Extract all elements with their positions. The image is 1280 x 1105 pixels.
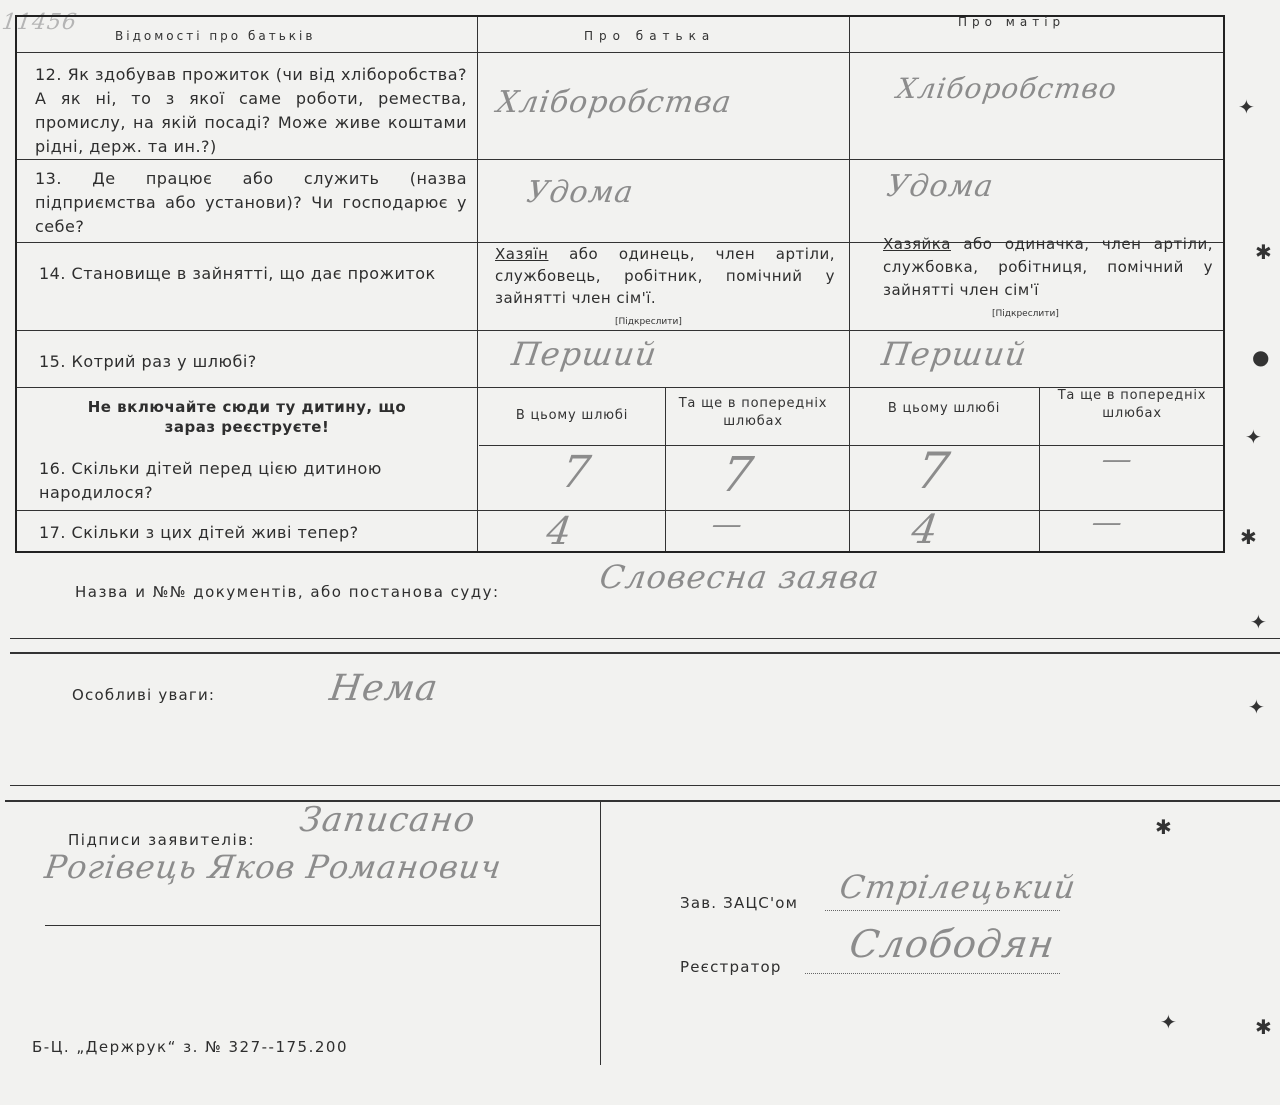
father-occupation-options xyxy=(495,243,835,309)
question-15: 15. Котрий раз у шлюбі? xyxy=(39,352,257,371)
question-16: 16. Скільки дітей перед цією дитиною народилося? xyxy=(39,459,382,502)
edge-stain: ✦ xyxy=(1238,95,1255,119)
edge-stain: ✦ xyxy=(1248,695,1265,719)
mother-other-options: або одиначка, член артіли, службовка, робітниця, помічний у зайнятті член сім'ї xyxy=(883,235,1213,299)
registrar-label: Реєстратор xyxy=(680,958,782,976)
answer-15-father: Перший xyxy=(509,335,660,373)
edge-stain: ✱ xyxy=(1255,240,1272,264)
edge-stain: ✱ xyxy=(1255,1015,1272,1039)
subheader-father-this-marriage: В цьому шлюбі xyxy=(515,408,629,423)
edge-stain: ✦ xyxy=(1245,425,1262,449)
answer-16-father-prev: 7 xyxy=(718,447,758,503)
question-14: 14. Становище в зайнятті, що дає прожиток xyxy=(39,264,436,283)
corner-note: 11456 xyxy=(0,10,79,35)
signature-applicant-1: Записано xyxy=(297,800,479,840)
subheader-mother-this-marriage: В цьому шлюбі xyxy=(887,401,1001,416)
answer-12-mother: Хліборобство xyxy=(894,72,1120,105)
mother-selected-option: Хазяйка xyxy=(883,235,951,253)
remarks-label: Особливі уваги: xyxy=(72,686,216,704)
father-selected-option: Хазяїн xyxy=(495,245,549,263)
answer-12-father: Хліборобства xyxy=(494,85,735,120)
underline-note-mother: [Підкреслити] xyxy=(992,309,1059,319)
registrar-signature: Слободян xyxy=(846,922,1058,966)
answer-16-mother-this: 7 xyxy=(912,442,954,500)
answer-17-mother-prev: — xyxy=(1089,505,1126,540)
answer-17-father-prev: — xyxy=(709,507,746,542)
edge-stain: ✱ xyxy=(1240,525,1257,549)
head-label: Зав. ЗАЦС'ом xyxy=(680,894,799,912)
question-12: 12. Як здобував прожиток (чи від хліборобства? А як ні, то з якої саме роботи, ремества, промислу, на якій посаді? Може живе коштами рідні, держ. та ин.?) xyxy=(35,65,467,156)
documents-value: Словесна заява xyxy=(597,558,883,596)
answer-16-mother-prev: — xyxy=(1099,442,1136,477)
edge-stain: ✱ xyxy=(1155,815,1172,839)
father-other-options: або одинець, член артіли, службовець, робітник, помічний у зайнятті член сім'ї. xyxy=(495,245,835,307)
edge-stain: ✦ xyxy=(1250,610,1267,634)
answer-17-father-this: 4 xyxy=(543,509,576,553)
subheader-mother-previous-marriages: Та ще в попередніх шлюбах xyxy=(1057,388,1207,421)
header-father: Про батька xyxy=(584,29,716,43)
notice-exclude-child: Не включайте сюди ту дитину, що зараз реєструєте! xyxy=(87,398,407,436)
header-mother: Про матір xyxy=(958,15,1066,29)
edge-stain: ✦ xyxy=(1160,1010,1177,1034)
answer-13-father: Удома xyxy=(524,175,636,210)
remarks-value: Нема xyxy=(327,668,441,709)
question-17: 17. Скільки з цих дітей живі тепер? xyxy=(39,523,359,542)
answer-15-mother: Перший xyxy=(879,335,1030,373)
head-signature: Стрілецький xyxy=(837,868,1079,906)
parents-info-table xyxy=(15,15,1225,553)
edge-stain: ● xyxy=(1252,345,1270,369)
mother-occupation-options xyxy=(883,233,1213,302)
question-13: 13. Де працює або служить (назва підприємства або установи)? Чи господарює у себе? xyxy=(35,169,467,236)
signature-applicant-2: Рогівець Яков Романович xyxy=(42,848,505,886)
header-parents-info: Відомості про батьків xyxy=(115,29,316,43)
signatures-label: Підписи заявителів: xyxy=(68,831,256,849)
subheader-father-previous-marriages: Та ще в попередніх шлюбах xyxy=(678,396,828,429)
answer-13-mother: Удома xyxy=(884,169,996,204)
documents-label: Назва и №№ документів, або постанова суду: xyxy=(75,583,500,601)
underline-note-father: [Підкреслити] xyxy=(615,317,682,327)
answer-17-mother-this: 4 xyxy=(908,507,942,553)
printer-imprint: Б-Ц. „Держрук“ з. № 327--175.200 xyxy=(32,1038,349,1056)
answer-16-father-this: 7 xyxy=(558,447,595,498)
